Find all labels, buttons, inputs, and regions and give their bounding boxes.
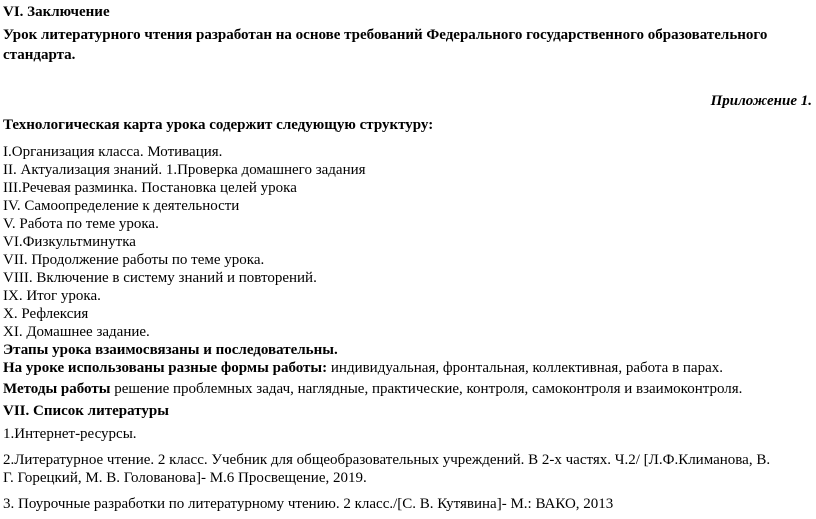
methods-label: Методы работы — [3, 381, 111, 397]
section-7-heading: VII. Список литературы — [3, 403, 169, 419]
methods-text: решение проблемных задач, наглядные, практические, контроля, самоконтроля и взаимоконтроля. — [110, 381, 743, 397]
methods-line — [3, 380, 742, 398]
reference-item-3: 3. Поурочные разработки по литературному чтению. 2 класс./[С. В. Кутявина]- М.: ВАКО, 2013 — [3, 496, 614, 512]
section-6-heading: VI. Заключение — [3, 4, 110, 20]
appendix-label: Приложение 1. — [710, 93, 812, 109]
lesson-stage-item: XI. Домашнее задание. — [3, 324, 150, 340]
lesson-stage-item: VII. Продолжение работы по теме урока. — [3, 252, 265, 268]
work-forms-label: На уроке использованы разные формы работы: — [3, 360, 328, 376]
intro-line-1: Урок литературного чтения разработан на основе требований Федерального государственного образовательного — [3, 27, 768, 43]
lesson-stage-item: VIII. Включение в систему знаний и повторений. — [3, 270, 317, 286]
lesson-stage-item: X. Рефлексия — [3, 306, 89, 322]
lesson-stage-item: III.Речевая разминка. Постановка целей урока — [3, 180, 297, 196]
reference-item-2-line-1: 2.Литературное чтение. 2 класс. Учебник для общеобразовательных учреждений. В 2-х частях. Ч.2/ [Л.Ф.Климанова, В. — [3, 452, 771, 468]
lesson-stage-item: V. Работа по теме урока. — [3, 216, 159, 232]
work-forms-line — [3, 359, 723, 377]
work-forms-text: индивидуальная, фронтальная, коллективная, работа в парах. — [327, 360, 723, 376]
reference-item-1: 1.Интернет-ресурсы. — [3, 426, 137, 442]
lesson-stage-item: II. Актуализация знаний. 1.Проверка домашнего задания — [3, 162, 366, 178]
stages-note: Этапы урока взаимосвязаны и последовательны. — [3, 342, 338, 358]
lesson-stage-item: IX. Итог урока. — [3, 288, 101, 304]
intro-line-2: стандарта. — [3, 47, 76, 63]
reference-item-2-line-2: Г. Горецкий, М. В. Голованова]- М.6 Просвещение, 2019. — [3, 470, 367, 486]
lesson-stage-item: IV. Самоопределение к деятельности — [3, 198, 240, 214]
lesson-stage-item: I.Организация класса. Мотивация. — [3, 144, 223, 160]
lesson-stage-item: VI.Физкультминутка — [3, 234, 136, 250]
tech-map-heading: Технологическая карта урока содержит следующую структуру: — [3, 117, 434, 133]
